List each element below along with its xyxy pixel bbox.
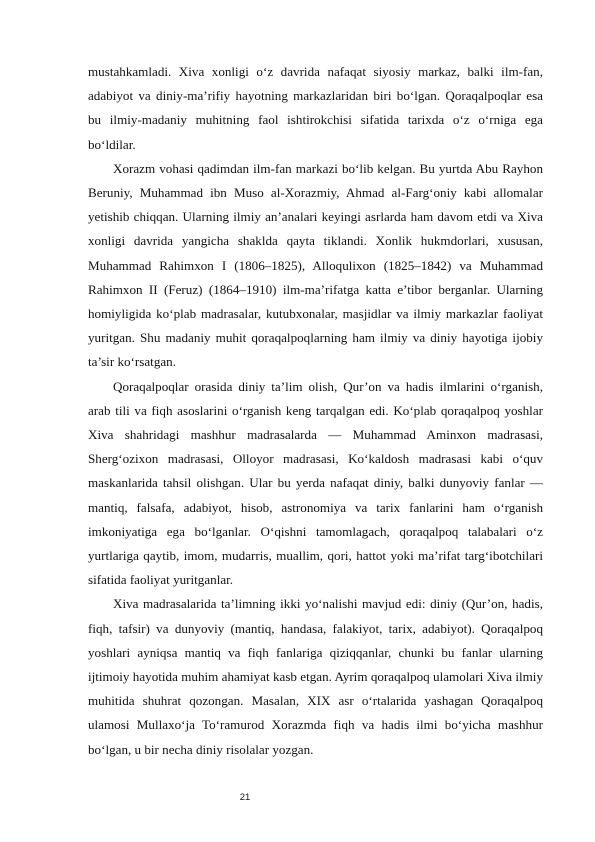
paragraph-madrasa-directions: Xiva madrasalarida ta’limning ikki yo‘nalishi mavjud edi: diniy (Qur’on, hadis, fiqh, tafsir) va dunyoviy (mantiq, handasa, falakiyot, tarix, adabiyot). Qoraqalpoq yoshlari ayniqsa mantiq va fiqh fanlariga qiziqqanlar, chunki bu fanlar ularning ijtimoiy hayotida muhim ahamiyat kasb etgan. Ayrim qoraqalpoq ulamolari Xiva ilmiy muhitida shuhrat qozongan. Masalan, XIX asr o‘rtalarida yashagan Qoraqalpoq ulamosi Mullaxo‘ja To‘ramurod Xorazmda fiqh va hadis ilmi bo‘yicha mashhur bo‘lgan, u bir necha diniy risolalar yozgan. bbox=[88, 596, 543, 757]
paragraph-continuation: mustahkamladi. Xiva xonligi o‘z davrida nafaqat siyosiy markaz, balki ilm-fan, adabiyot va diniy-ma’rifiy hayotning markazlaridan biri bo‘lgan. Qoraqalpoqlar esa bu ilmiy-madaniy muhitning faol ishtirokchisi sifatida tarixda o‘z o‘rniga ega bo‘ldilar. bbox=[88, 64, 543, 152]
paragraph-xorazm-science: Xorazm vohasi qadimdan ilm-fan markazi bo‘lib kelgan. Bu yurtda Abu Rayhon Beruniy, Muhammad ibn Muso al-Xorazmiy, Ahmad al-Farg‘oniy kabi allomalar yetishib chiqqan. Ularning ilmiy an’analari keyingi asrlarda ham davom etdi va Xiva xonligi davrida yangicha shaklda qayta tiklandi. Xonlik hukmdorlari, xususan, Muhammad Rahimxon I (1806–1825), Alloqulixon (1825–1842) va Muhammad Rahimxon II (Feruz) (1864–1910) ilm-ma’rifatga katta e’tibor berganlar. Ularning homiyligida ko‘plab madrasalar, kutubxonalar, masjidlar va ilmiy markazlar faoliyat yuritgan. Shu madaniy muhit qoraqalpoqlarning ham ilmiy va diniy hayotiga ijobiy ta’sir ko‘rsatgan. bbox=[88, 160, 543, 370]
paragraph-religious-education: Qoraqalpoqlar orasida diniy ta’lim olish, Qur’on va hadis ilmlarini o‘rganish, arab tili va fiqh asoslarini o‘rganish keng tarqalgan edi. Ko‘plab qoraqalpoq yoshlar Xiva shahridagi mashhur madrasalarda — Muhammad Aminxon madrasasi, Sherg‘ozixon madrasasi, Olloyor madrasasi, Ko‘kaldosh madrasasi kabi o‘quv maskanlarida tahsil olishgan. Ular bu yerda nafaqat diniy, balki dunyoviy fanlar — mantiq, falsafa, adabiyot, hisob, astronomiya va tarix fanlarini ham o‘rganish imkoniyatiga ega bo‘lganlar. O‘qishni tamomlagach, qoraqalpoq talabalari o‘z yurtlariga qaytib, imom, mudarris, muallim, qori, hattot yoki ma’rifat targ‘ibotchilari sifatida faoliyat yuritganlar. bbox=[88, 378, 543, 588]
page-number: 21 bbox=[239, 792, 251, 803]
document-page bbox=[88, 60, 543, 762]
